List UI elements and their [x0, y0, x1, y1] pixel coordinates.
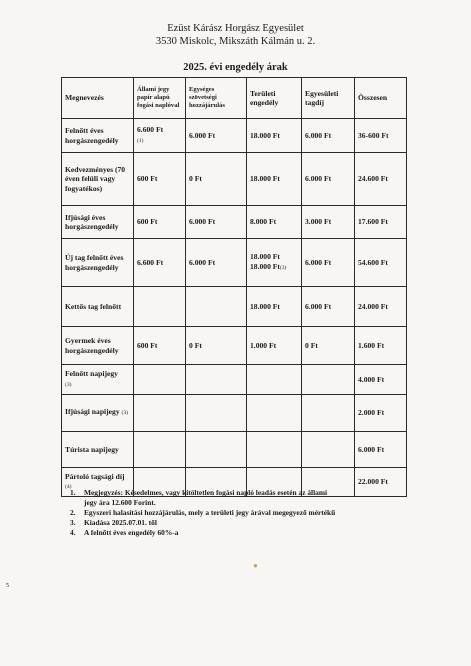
document-title: 2025. évi engedély árak	[183, 62, 288, 73]
cell-membership: 6.000 Ft	[302, 287, 355, 327]
footnote-ref: (1)	[137, 137, 144, 144]
cell-total: 6.000 Ft	[355, 432, 407, 468]
cell-total: 24.600 Ft	[355, 153, 407, 206]
cell-territorial: 18.000 Ft	[247, 119, 302, 153]
cell-membership	[302, 365, 355, 395]
table-row	[62, 432, 407, 468]
table-row	[62, 395, 407, 432]
header-name: Megnevezés	[62, 78, 134, 119]
cell-federation	[186, 365, 247, 395]
cell-federation	[186, 395, 247, 432]
cell-value: 18.000 Ft	[250, 252, 280, 261]
footnote-item-continuation	[70, 498, 430, 508]
cell-federation: 0 Ft	[186, 327, 247, 365]
cell-state-fee: 600 Ft	[134, 327, 186, 365]
row-name: Felnőtt éves horgászengedély	[62, 119, 134, 153]
header-total: Összesen	[355, 78, 407, 119]
header-state-fee: Állami jegy papír alapú fogási naplóval	[134, 78, 186, 119]
stray-mark: ●	[253, 561, 258, 570]
cell-state-fee	[134, 287, 186, 327]
cell-territorial: 1.000 Ft	[247, 327, 302, 365]
header-territorial: Területi engedély	[247, 78, 302, 119]
header-federation: Egységes szövetségi hozzájárulás	[186, 78, 247, 119]
footnote-number: 2.	[70, 508, 76, 517]
cell-federation	[186, 287, 247, 327]
cell-state-fee: 600 Ft	[134, 206, 186, 239]
footnotes	[70, 488, 430, 538]
footnote-text: Megjegyzés: Késedelmes, vagy kitöltetlen fogási napló leadás esetén az állami	[84, 488, 328, 497]
cell-state-fee	[134, 395, 186, 432]
cell-total: 4.000 Ft	[355, 365, 407, 395]
cell-territorial	[247, 239, 302, 287]
cell-federation	[186, 432, 247, 468]
table-row	[62, 206, 407, 239]
table-row	[62, 119, 407, 153]
cell-total: 36-600 Ft	[355, 119, 407, 153]
table-row	[62, 153, 407, 206]
cell-membership: 6.000 Ft	[302, 153, 355, 206]
cell-territorial	[247, 395, 302, 432]
footnote-ref: (3)	[279, 264, 287, 271]
cell-total: 2.000 Ft	[355, 395, 407, 432]
cell-total: 1.600 Ft	[355, 327, 407, 365]
cell-membership	[302, 395, 355, 432]
cell-total: 17.600 Ft	[355, 206, 407, 239]
cell-territorial: 18.000 Ft	[247, 153, 302, 206]
cell-membership: 6.000 Ft	[302, 239, 355, 287]
footnote-ref: (3)	[65, 381, 72, 388]
row-name	[62, 365, 134, 395]
cell-membership: 6.000 Ft	[302, 119, 355, 153]
footnote-number: 3.	[70, 518, 76, 527]
table-row	[62, 287, 407, 327]
cell-total: 54.600 Ft	[355, 239, 407, 287]
footnote-text: Kiadása 2025.07.01. től	[84, 518, 157, 527]
cell-territorial: 8.000 Ft	[247, 206, 302, 239]
org-name: Ezüst Kárász Horgász Egyesület	[167, 23, 304, 34]
cell-state-fee	[134, 365, 186, 395]
footnote-text: A felnőtt éves engedély 60%-a	[84, 528, 179, 537]
price-table	[61, 77, 407, 497]
row-name-text: Felnőtt napijegy	[65, 369, 118, 378]
org-address: 3530 Miskolc, Mikszáth Kálmán u. 2.	[155, 36, 316, 47]
cell-total: 22.000 Ft	[355, 468, 407, 497]
table-row	[62, 239, 407, 287]
footnote-ref: (3)	[121, 410, 128, 417]
row-name: Kedvezményes (70 éven felüli vagy fogyatékos)	[62, 153, 134, 206]
cell-territorial	[247, 432, 302, 468]
cell-state-fee: 600 Ft	[134, 153, 186, 206]
cell-membership	[302, 432, 355, 468]
cell-territorial: 18.000 Ft	[247, 287, 302, 327]
row-name: Új tag felnőtt éves horgászengedély	[62, 239, 134, 287]
cell-federation: 6.000 Ft	[186, 239, 247, 287]
cell-federation: 0 Ft	[186, 153, 247, 206]
footnote-text: Egyszeri halasítási hozzájárulás, mely a területi jegy árával megegyező mértékű	[84, 508, 336, 517]
row-name: Gyermek éves horgászengedély	[62, 327, 134, 365]
cell-membership: 3.000 Ft	[302, 206, 355, 239]
footnote-number: 1.	[70, 488, 76, 497]
cell-territorial	[247, 365, 302, 395]
cell-federation: 6.000 Ft	[186, 119, 247, 153]
row-name: Ifjúsági éves horgászengedély	[62, 206, 134, 239]
cell-total: 24.000 Ft	[355, 287, 407, 327]
footnote-item	[70, 528, 430, 538]
row-name: Túrista napijegy	[62, 432, 134, 468]
header-membership: Egyesületi tagdíj	[302, 78, 355, 119]
table-header-row	[62, 78, 407, 119]
row-name: Kettős tag felnőtt	[62, 287, 134, 327]
row-name-text: Pártoló tagsági díj	[65, 471, 125, 481]
table-row	[62, 327, 407, 365]
letterhead	[0, 22, 471, 48]
footnote-item	[70, 488, 430, 498]
footnote-item	[70, 518, 430, 528]
cell-state-fee	[134, 119, 186, 153]
cell-state-fee: 6.600 Ft	[134, 239, 186, 287]
cell-membership: 0 Ft	[302, 327, 355, 365]
footnote-ref: (4)	[65, 484, 72, 490]
cell-state-fee	[134, 432, 186, 468]
cell-federation: 6.000 Ft	[186, 206, 247, 239]
row-name-text: Ifjúsági napijegy	[65, 407, 120, 417]
margin-page-mark: 5	[6, 583, 9, 589]
cell-value: 6.600 Ft	[137, 125, 164, 134]
footnote-text-continuation: jegy ára 12.600 Forint.	[84, 498, 156, 507]
row-name	[62, 395, 134, 432]
footnote-number: 4.	[70, 528, 76, 537]
cell-value-second: 18.000 Ft	[250, 261, 280, 271]
table-row	[62, 365, 407, 395]
footnote-item	[70, 508, 430, 518]
